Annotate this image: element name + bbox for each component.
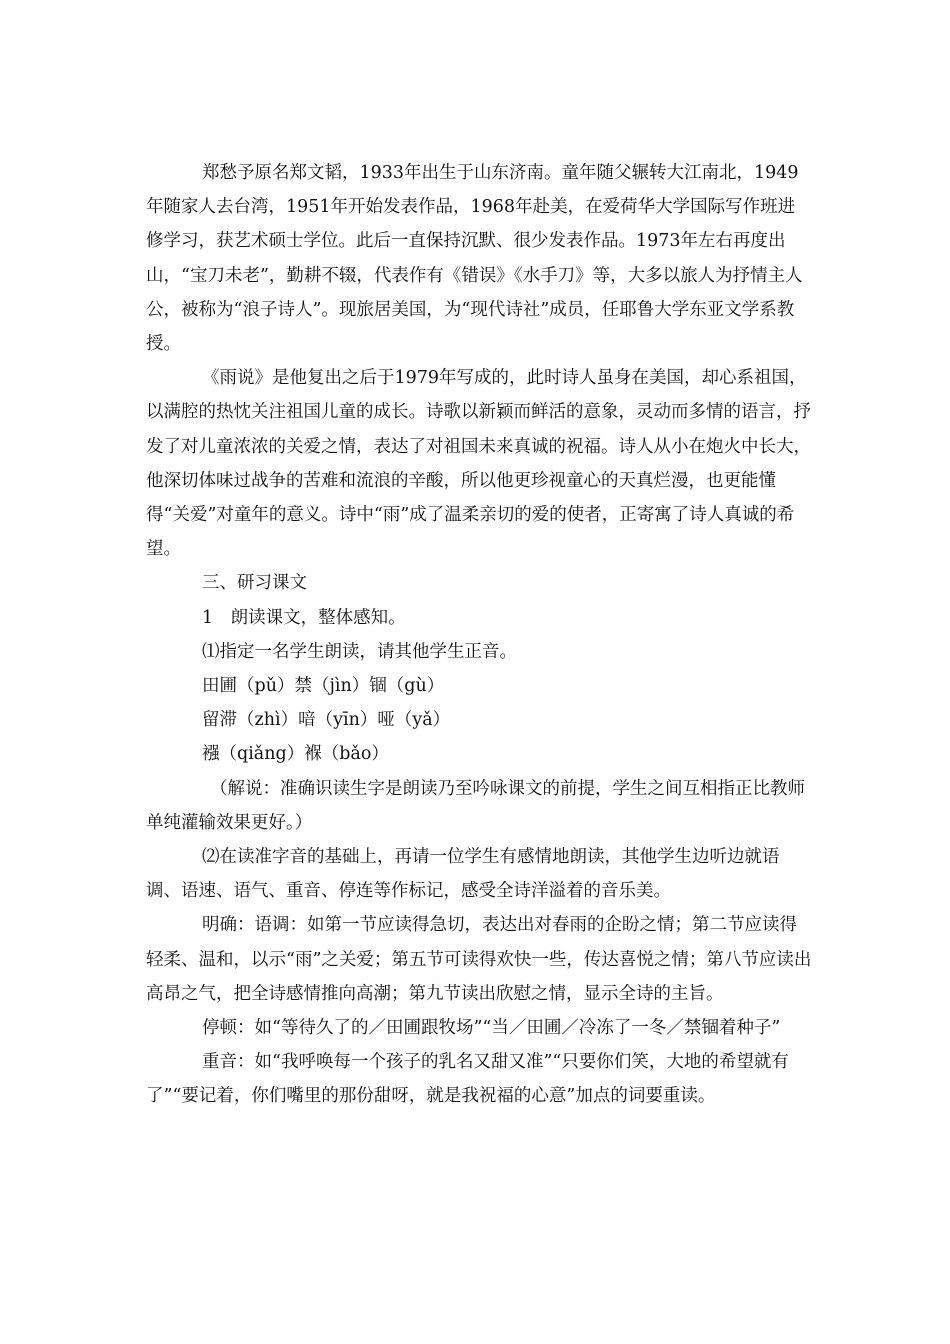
pinyin-line-2: 留滞（zhì）喑（yīn）哑（yǎ） bbox=[202, 710, 451, 731]
paragraph-poem-background: 《雨说》是他复出之后于1979年写成的，此时诗人虽身在美国，却心系祖国，以满腔的热忱关注祖国儿童的成长。诗歌以新颖而鲜活的意象，灵动而多情的语言，抒发了对儿童浓浓的关爱之情，表达了对祖国未来真诚的祝福。诗人从小在炮火中长大，他深切体味过战争的苦难和流浪的辛酸，所以他更珍视童心的天真烂漫，也更能懂得“关爱”对童年的意义。诗中“雨”成了温柔亲切的爱的使者，正寄寓了诗人真诚的希望。 bbox=[146, 368, 811, 560]
paragraph-intonation: 明确：语调：如第一节应读得急切，表达出对春雨的企盼之情；第二节应读得轻柔、温和，以示“雨”之关爱；第五节可读得欢快一些，传达喜悦之情；第八节应读出高昂之气，把全诗感情推向高潮；第九节读出欣慰之情，显示全诗的主旨。 bbox=[146, 915, 812, 1004]
section-heading: 三、研习课文 bbox=[202, 573, 307, 594]
paragraph-pauses: 停顿：如“等待久了的／田圃跟牧场”“当／田圃／冷冻了一冬／禁锢着种子” bbox=[202, 1018, 781, 1039]
paragraph-explanation: （解说：准确识读生字是朗读乃至吟咏课文的前提，学生之间互相指正比教师单纯灌输效果更好。） bbox=[146, 778, 805, 833]
step-heading: 1 朗读课文，整体感知。 bbox=[202, 607, 406, 628]
pinyin-line-1: 田圃（pǔ）禁（jìn）锢（gù） bbox=[202, 676, 445, 697]
document-body bbox=[146, 156, 812, 1114]
substep-1: ⑴指定一名学生朗读，请其他学生正音。 bbox=[202, 641, 517, 662]
paragraph-stress: 重音：如“我呼唤每一个孩子的乳名又甜又准”“只要你们笑，大地的希望就有了”“要记着，你们嘴里的那份甜呀，就是我祝福的心意”加点的词要重读。 bbox=[146, 1052, 789, 1107]
pinyin-line-3: 襁（qiǎng）褓（bǎo） bbox=[202, 744, 389, 765]
substep-2: ⑵在读准字音的基础上，再请一位学生有感情地朗读，其他学生边听边就语调、语速、语气、重音、停连等作标记，感受全诗洋溢着的音乐美。 bbox=[146, 847, 780, 902]
paragraph-author-bio: 郑愁予原名郑文韬，1933年出生于山东济南。童年随父辗转大江南北，1949年随家人去台湾，1951年开始发表作品，1968年赴美，在爱荷华大学国际写作班进修学习，获艺术硕士学位。此后一直保持沉默、很少发表作品。1973年左右再度出山，“宝刀未老”，勤耕不辍，代表作有《错误》《水手刀》等，大多以旅人为抒情主人公，被称为“浪子诗人”。现旅居美国，为“现代诗社”成员，任耶鲁大学东亚文学系教授。 bbox=[146, 163, 803, 355]
